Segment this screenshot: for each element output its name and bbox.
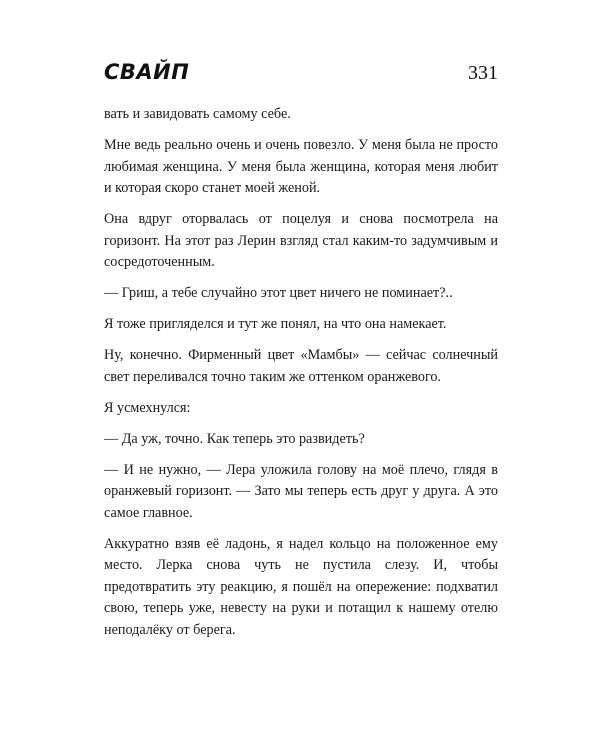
paragraph: — И не нужно, — Лера уложила голову на моё плечо, глядя в оранжевый горизонт. — Зато мы теперь есть друг у друга. А это самое главное. xyxy=(104,461,498,521)
body-text xyxy=(104,104,498,651)
book-title: СВАЙП xyxy=(104,60,190,84)
paragraph: Я тоже пригляделся и тут же понял, на что она намекает. xyxy=(104,316,447,332)
paragraph: Аккуратно взяв её ладонь, я надел кольцо на положенное ему место. Лерка снова чуть не пустила слезу. И, чтобы предотвратить эту реакцию, я пошёл на опережение: подхватил свою, теперь уже, невесту на руки и потащил к нашему отелю неподалёку от берега. xyxy=(104,535,498,638)
running-head xyxy=(104,60,498,90)
paragraph: — Гриш, а тебе случайно этот цвет ничего не поминает?.. xyxy=(104,285,453,301)
paragraph: Она вдруг оторвалась от поцелуя и снова посмотрела на горизонт. На этот раз Лерин взгляд стал каким-то задумчивым и сосредоточенным. xyxy=(104,211,498,270)
paragraph: вать и завидовать самому себе. xyxy=(104,106,291,122)
paragraph: — Да уж, точно. Как теперь это развидеть? xyxy=(104,430,365,447)
paragraph: Ну, конечно. Фирменный цвет «Мамбы» — сейчас солнечный свет переливался точно таким же оттенком оранжевого. xyxy=(104,347,498,385)
page-number: 331 xyxy=(468,62,498,84)
paragraph: Я усмехнулся: xyxy=(104,399,191,416)
paragraph: Мне ведь реально очень и очень повезло. У меня была не просто любимая женщина. У меня была женщина, которая меня любит и которая скоро станет моей женой. xyxy=(104,137,498,196)
